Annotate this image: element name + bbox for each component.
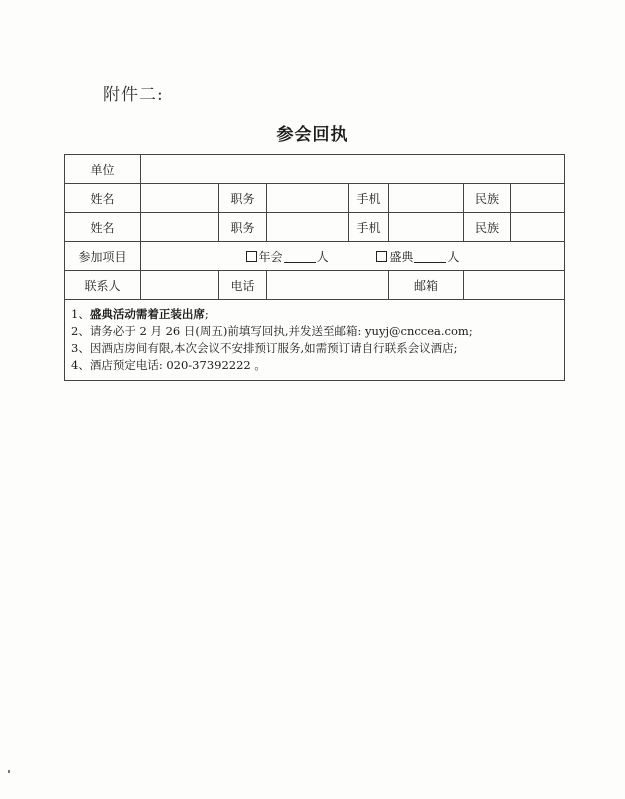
option-ceremony[interactable]: [376, 248, 459, 265]
ceremony-count-blank[interactable]: [414, 251, 446, 263]
attachment-label: 附件二:: [103, 85, 164, 105]
mobile-label-1: 手机: [349, 184, 389, 213]
position-field-1[interactable]: [267, 184, 349, 213]
note-1-prefix: 1、: [71, 307, 90, 321]
unit-label: 单位: [65, 155, 141, 184]
mobile-label-2: 手机: [349, 213, 389, 242]
note-1-bold: 盛典活动需着正装出席: [89, 307, 205, 321]
items-label: 参加项目: [65, 242, 141, 271]
phone-field[interactable]: [267, 271, 389, 300]
note-3: 3、因酒店房间有限,本次会议不安排预订服务,如需预订请自行联系会议酒店;: [71, 341, 458, 355]
ethnicity-field-1[interactable]: [511, 184, 565, 213]
email-field[interactable]: [464, 271, 565, 300]
option-ceremony-unit: 人: [447, 249, 460, 264]
ethnicity-label-2: 民族: [464, 213, 511, 242]
position-field-2[interactable]: [267, 213, 349, 242]
registration-form-table: [64, 154, 565, 381]
email-label: 邮箱: [389, 271, 464, 300]
ethnicity-label-1: 民族: [464, 184, 511, 213]
name-label-1: 姓名: [65, 184, 141, 213]
option-annual-label: 年会: [258, 249, 283, 264]
phone-label: 电话: [219, 271, 267, 300]
ethnicity-field-2[interactable]: [511, 213, 565, 242]
attendee-row-1: [65, 184, 565, 213]
mobile-field-1[interactable]: [389, 184, 464, 213]
position-label-1: 职务: [219, 184, 267, 213]
checkbox-annual-icon[interactable]: [246, 251, 257, 262]
position-label-2: 职务: [219, 213, 267, 242]
contact-field[interactable]: [141, 271, 219, 300]
contact-row: [65, 271, 565, 300]
note-2: 2、请务必于 2 月 26 日(周五)前填写回执,并发送至邮箱: yuyj@cnccea.com;: [71, 324, 473, 338]
note-4: 4、酒店预定电话: 020-37392222 。: [71, 358, 266, 372]
checkbox-ceremony-icon[interactable]: [376, 251, 387, 262]
page-title: 参会回执: [276, 125, 349, 145]
name-label-2: 姓名: [65, 213, 141, 242]
items-options: [141, 242, 565, 271]
option-annual[interactable]: [246, 248, 329, 265]
option-ceremony-label: 盛典: [389, 249, 414, 264]
notes-row: [65, 300, 565, 381]
note-1-suffix: ;: [204, 307, 209, 321]
items-row: [65, 242, 565, 271]
note-1: [71, 306, 556, 323]
name-field-2[interactable]: [141, 213, 219, 242]
unit-row: [65, 155, 565, 184]
attendee-row-2: [65, 213, 565, 242]
unit-field[interactable]: [141, 155, 565, 184]
contact-label: 联系人: [65, 271, 141, 300]
name-field-1[interactable]: [141, 184, 219, 213]
annual-count-blank[interactable]: [284, 251, 316, 263]
notes-cell: [65, 300, 565, 381]
mobile-field-2[interactable]: [389, 213, 464, 242]
option-annual-unit: 人: [316, 249, 329, 264]
scan-artifact: [8, 770, 10, 773]
